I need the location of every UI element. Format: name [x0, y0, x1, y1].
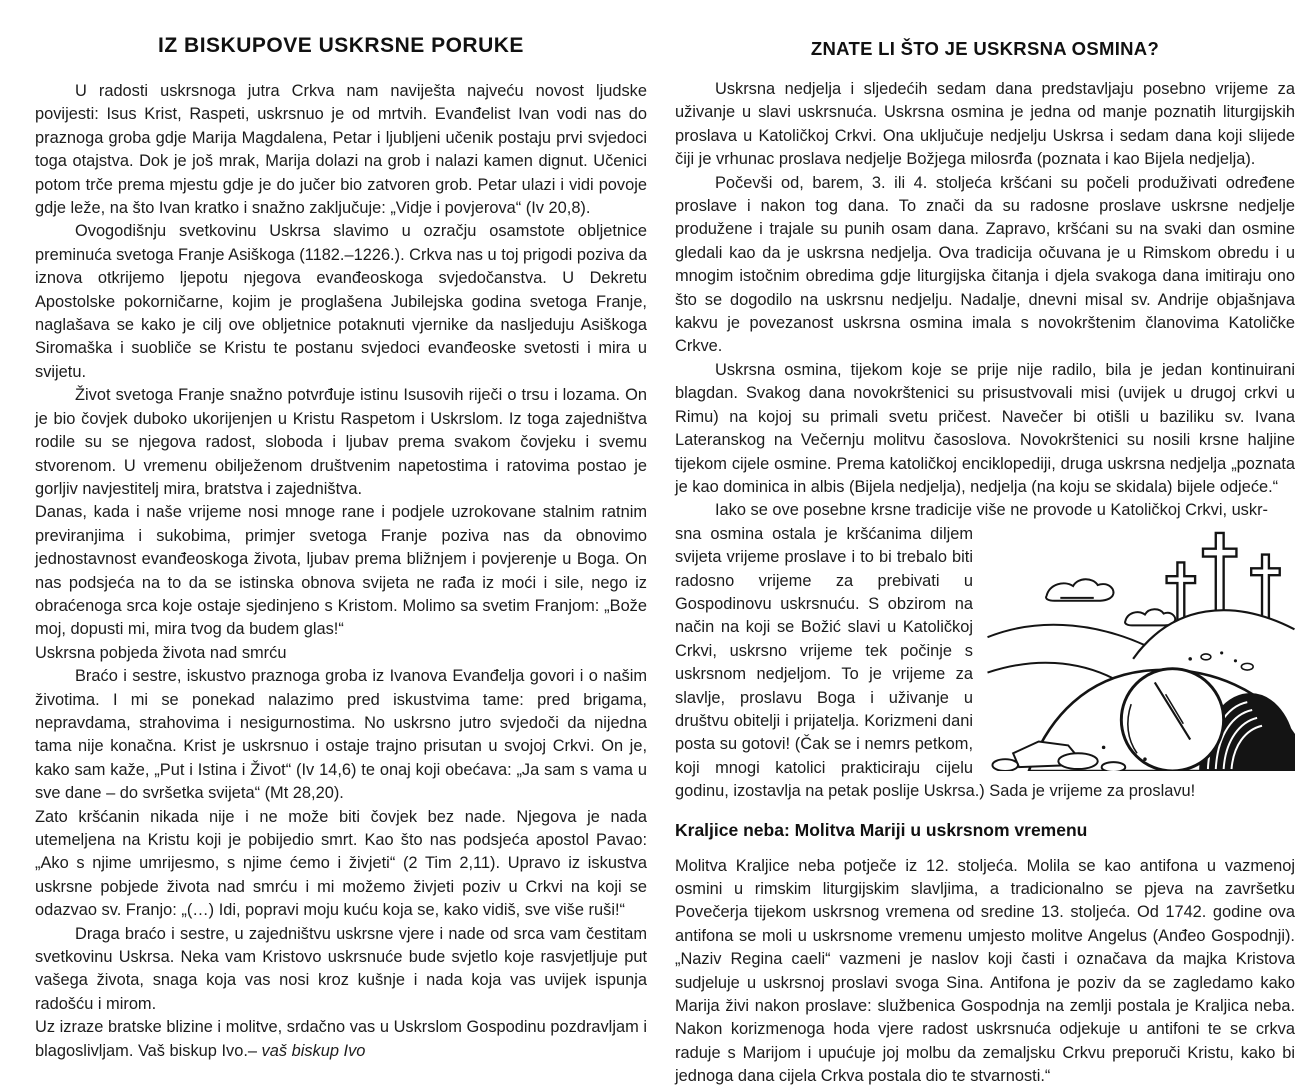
page-right [675, 0, 1295, 1086]
closing-paragraph [35, 1016, 647, 1063]
paragraph: Uskrsna nedjelja i sljedećih sedam dana predstavljaju posebno vrijeme za uživanje u slavi uskrsnuća. Uskrsna osmina je jedna od manje poznatih liturgijskih proslava u Katoličkoj Crkvi. Ona uključuje nedjelju Uskrsa i sedam dana koji slijede čiji je vrhunac proslava nedjelje Božjega milosrđa (poznata i kao Bijela nedjelja). [675, 80, 1295, 169]
right-page-title: ZNATE LI ŠTO JE USKRSNA OSMINA? [810, 38, 1160, 59]
paragraph: U radosti uskrsnoga jutra Crkva nam naviješta najveću novost ljudske povijesti: Isus Krist, Raspeti, uskrsnuo je od mrtvih. Evanđelist Ivan vodi nas do praznoga groba gdje Marija Magdalena, Petar i ljubljeni učenik postaju prvi svjedoci toga otajstva. Dok je još mrak, Marija dolazi na grob i nalazi kamen dignut. Učenici potom trče prema mjestu gdje je do jučer bio zatvoren grob. Petar ulazi i vidi povoje gdje leže, na što Ivan kratko i snažno zaključuje: „Vidje i povjerova“ (Iv 20,8). [35, 82, 647, 218]
closing-text: Uz izraze bratske blizine i molitve, srdačno vas u Uskrslom Gospodinu pozdravljam i blagoslivljam. Vaš biskup Ivo.– [35, 1018, 647, 1060]
paragraph: Uskrsna osmina, tijekom koje se prije nije radilo, bila je jedan kontinuirani blagdan. Svakog dana novokrštenici su prisustvovali misi (uvijek u drugoj crkvi u Rimu) na kojoj su primali svetu pričest. Navečer bi otišli u baziliku sv. Ivana Lateranskog na Večernju molitvu časoslova. Novokrštenici su nosili krsne haljine tijekom cijele osmine. Prema katoličkoj enciklopediji, druga uskrsna nedjelja „poznata je kao dominica in albis (Bijela nedjelja), nedjelja (na koju se skidala) bijele odjeće.“ [675, 360, 1295, 496]
cloud-icon [1046, 579, 1175, 625]
paragraph: Život svetoga Franje snažno potvrđuje istinu Isusovih riječi o trsu i lozama. On je bio čovjek duboko ukorijenjen u Kristu Raspetom i Uskrslom. Iz toga zajedništva rodile su se njegova radost, sloboda i ljubav prema svakom čovjeku i svemu stvorenom. U vremenu obilježenom društvenim napetostima i ratovima postao je gorljiv navjestitelj mira, bratstva i zajedništva. [35, 386, 647, 498]
closing-signature: vaš biskup Ivo [261, 1041, 366, 1060]
empty-tomb-illustration [987, 527, 1295, 771]
paragraph: Iako se ove posebne krsne tradicije više ne provode u Katoličkoj Crkvi, uskr- [715, 501, 1268, 520]
page-left [35, 0, 647, 1060]
rolled-stone [1121, 668, 1223, 770]
paragraph: sna osmina ostala je kršćanima diljem svijeta vrijeme proslave i to bi trebalo biti radosno vrijeme za prebivati u Gospodinovu uskrsnuću. S obzirom na način na koji se Božić slavi u Katoličkoj Crkvi, uskrsno vrijeme tek počinje s uskrsnom nedjeljom. To je vrijeme za slavlje, proslavu Boga i uživanje u društvu obitelji i prijatelja. Korizmeni dani posta su gotovi! (Čak se i nemrs petkom, koji mnogi katolici prakticiraju cijelu godinu, izostavlja na petak poslije Uskrsa.) Sada je vrijeme za proslavu! [675, 524, 1196, 801]
section-subheading: Kraljice neba: Molitva Mariji u uskrsnom vremenu [675, 819, 1088, 840]
paragraph: Danas, kada i naše vrijeme nosi mnoge rane i podjele uzrokovane stalnim ratnim previranjima i sukobima, primjer svetoga Franje poziva nas da obnovimo jednostavnost evanđeoskoga života, ljubav prema bližnjem i povjerenje u Boga. On nas podsjeća na to da se istinska obnova svijeta ne rađa iz moći i sile, nego iz obraćenoga srca koje ostaje sjedinjeno s Kristom. Molimo sa svetim Franjom: „Bože moj, dopusti mi, mira tvog da budem glas!“ [35, 503, 647, 639]
paragraph: Ovogodišnju svetkovinu Uskrsa slavimo u ozračju osamstote obljetnice preminuća svetoga Franje Asiškoga (1182.–1226.). Crkva nas u toj prigodi poziva da iznova otkrijemo ljepotu njegova evanđeoskoga svjedočanstva. U Dekretu Apostolske pokorničarne, kojim je proglašena Jubilejska godina svetoga Franje, naglašava se kako je cilj ove obljetnice potaknuti vjernike da nasljeduju Asiškoga Siromaška i suobliče se Kristu te postanu svjedoci evanđeoske svetosti i mira u svijetu. [35, 222, 647, 381]
paragraph: Braćo i sestre, iskustvo praznoga groba iz Ivanova Evanđelja govori i o našim životima. I mi se ponekad nalazimo pred iskustvima tame: pred brigama, nepravdama, strahovima i nesigurnostima. No uskrsno jutro svjedoči da nijedna tama nije konačna. Krist je uskrsnuo i ostaje trajno prisutan u svojoj Crkvi. On je, kako sam kaže, „Put i Istina i Život“ (Iv 14,6) te onaj koji obećava: „Ja sam s vama u sve dane – do svršetka svijeta“ (Mt 28,20). [35, 667, 647, 803]
paragraph: Draga braćo i sestre, u zajedništvu uskrsne vjere i nade od srca vam čestitam svetkovinu Uskrsa. Neka vam Kristovo uskrsnuće bude svjetlo koje rasvjetljuje put vašega života, snaga koja vas nosi kroz kušnje i nada koja vas uvijek ispunja radošću i mirom. [35, 924, 647, 1013]
paragraph: Počevši od, barem, 3. ili 4. stoljeća kršćani su počeli produživati određene proslave i nakon tog dana. To znači da su radosne proslave uskrsne nedjelje produžene i trajale su punih osam dana. Zapravo, kršćani su na svaki dan osmine gledali kao da je uskrsna nedjelja. Ova tradicija očuvana je u Rimskom obredu i u mnogim istočnim obredima gdje liturgijska čitanja i djela svakoga dana imitiraju ono što se dogodilo na uskrsnu nedjelju. Nadalje, dnevni misal sv. Andrije objašnjava kakvu je povezanost uskrsna osmina imala s novokrštenim članovima Katoličke Crkve. [675, 173, 1295, 356]
sub-line: Uskrsna pobjeda života nad smrću [35, 643, 287, 662]
wrap-block [675, 523, 1295, 804]
paragraph: Zato kršćanin nikada nije i ne može biti čovjek bez nade. Njegova je nada utemeljena na Kristu koji je pobijedio smrt. Kao što nas podsjeća apostol Pavao: „Ako s njime umrijesmo, s njime ćemo i živjeti“ (2 Tim 2,11). Upravo iz iskustva uskrsne pobjede života nad smrću i mi možemo živjeti poziv u Crkvi na koji se odazvao sv. Franjo: „(…) Idi, popravi moju kuću koja se, kako vidiš, sve više ruši!“ [35, 807, 647, 920]
paragraph: Molitva Kraljice neba potječe iz 12. stoljeća. Molila se kao antifona u vazmenoj osmini u rimskim liturgijskim slavljima, a tradicionalno se pjeva na završetku Povečerja tijekom uskrsnog vremena od sredine 13. stoljeća. Od 1742. godine ova antifona se moli u uskrsnome vremenu umjesto molitve Angelus (Anđeo Gospodnji). „Naziv Regina caeli“ vazmeni je naslov koji časti i označava da majka Kristova sudjeluje u uskrsnoj proslavi svoga Sina. Antifona je poziv da se zagledamo kako Marija živi nakon proslave: službenica Gospodnja na zemlji postala je Kraljica neba. Nakon korizmenoga hoda vjere radost uskrsnuća odjekuje u antifoni te se crkva raduje s Marijom i upućuje joj molbu da zemaljsku Crkvu preporuči Kristu, kako bi jednoga dana cijela Crkva postala dio te stvarnosti.“ [675, 856, 1295, 1086]
left-page-title: IZ BISKUPOVE USKRSNE PORUKE [158, 34, 524, 57]
